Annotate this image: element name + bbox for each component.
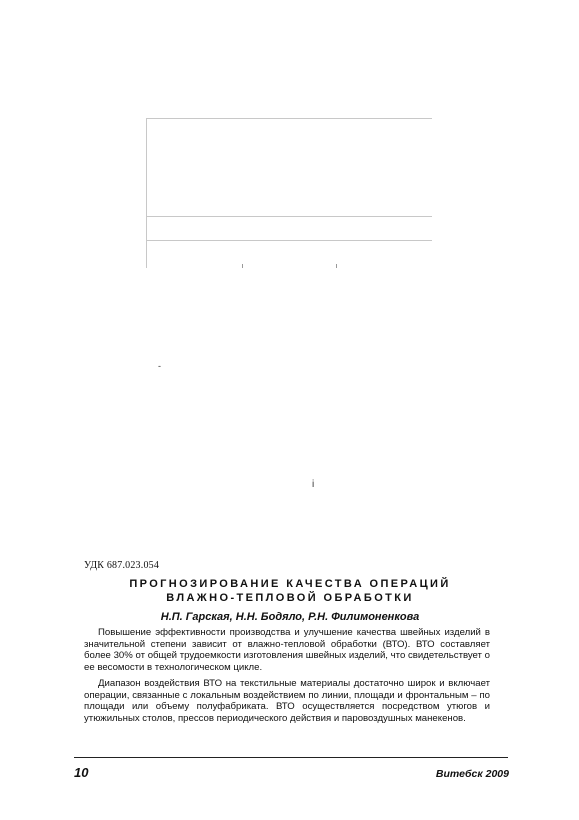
article-authors: Н.П. Гарская, Н.Н. Бодяло, Р.Н. Филимоненкова — [160, 611, 420, 623]
article-title-line-2: ВЛАЖНО-ТЕПЛОВОЙ ОБРАБОТКИ — [166, 592, 414, 604]
scan-speck: i — [312, 479, 315, 490]
scan-frame-left-line — [146, 118, 147, 268]
body-paragraph: Повышение эффективности производства и улучшение качества швейных изделий в значительной степени зависит от влажно-тепловой обработки (ВТО). ВТО составляет более 30% от общей трудоемкости изготовления швейных изделий, что свидетельствует о ее весомости в технологическом цикле. — [84, 627, 490, 674]
scan-speck: - — [158, 361, 161, 371]
scan-frame-tick — [336, 264, 337, 268]
scan-frame-line — [146, 216, 432, 217]
article-body — [84, 627, 490, 725]
footer-divider — [74, 757, 508, 758]
scan-frame-tick — [242, 264, 243, 268]
page-number: 10 — [74, 765, 89, 780]
article-title — [80, 577, 500, 605]
udc-code: УДК 687.023.054 — [84, 560, 160, 571]
article-title-line-1: ПРОГНОЗИРОВАНИЕ КАЧЕСТВА ОПЕРАЦИЙ — [129, 578, 451, 590]
journal-running-footer: Витебск 2009 — [435, 768, 509, 780]
scan-frame-top-line — [146, 118, 432, 119]
scan-frame-line — [146, 240, 432, 241]
body-paragraph: Диапазон воздействия ВТО на текстильные материалы достаточно широк и включает операции, связанные с локальным воздействием по линии, площади и фронтальным – по площади или объему полуфабриката. ВТО осуществляется посредством утюгов и утюжильных столов, прессов периодического действия и паровоздушных манекенов. — [84, 677, 490, 724]
